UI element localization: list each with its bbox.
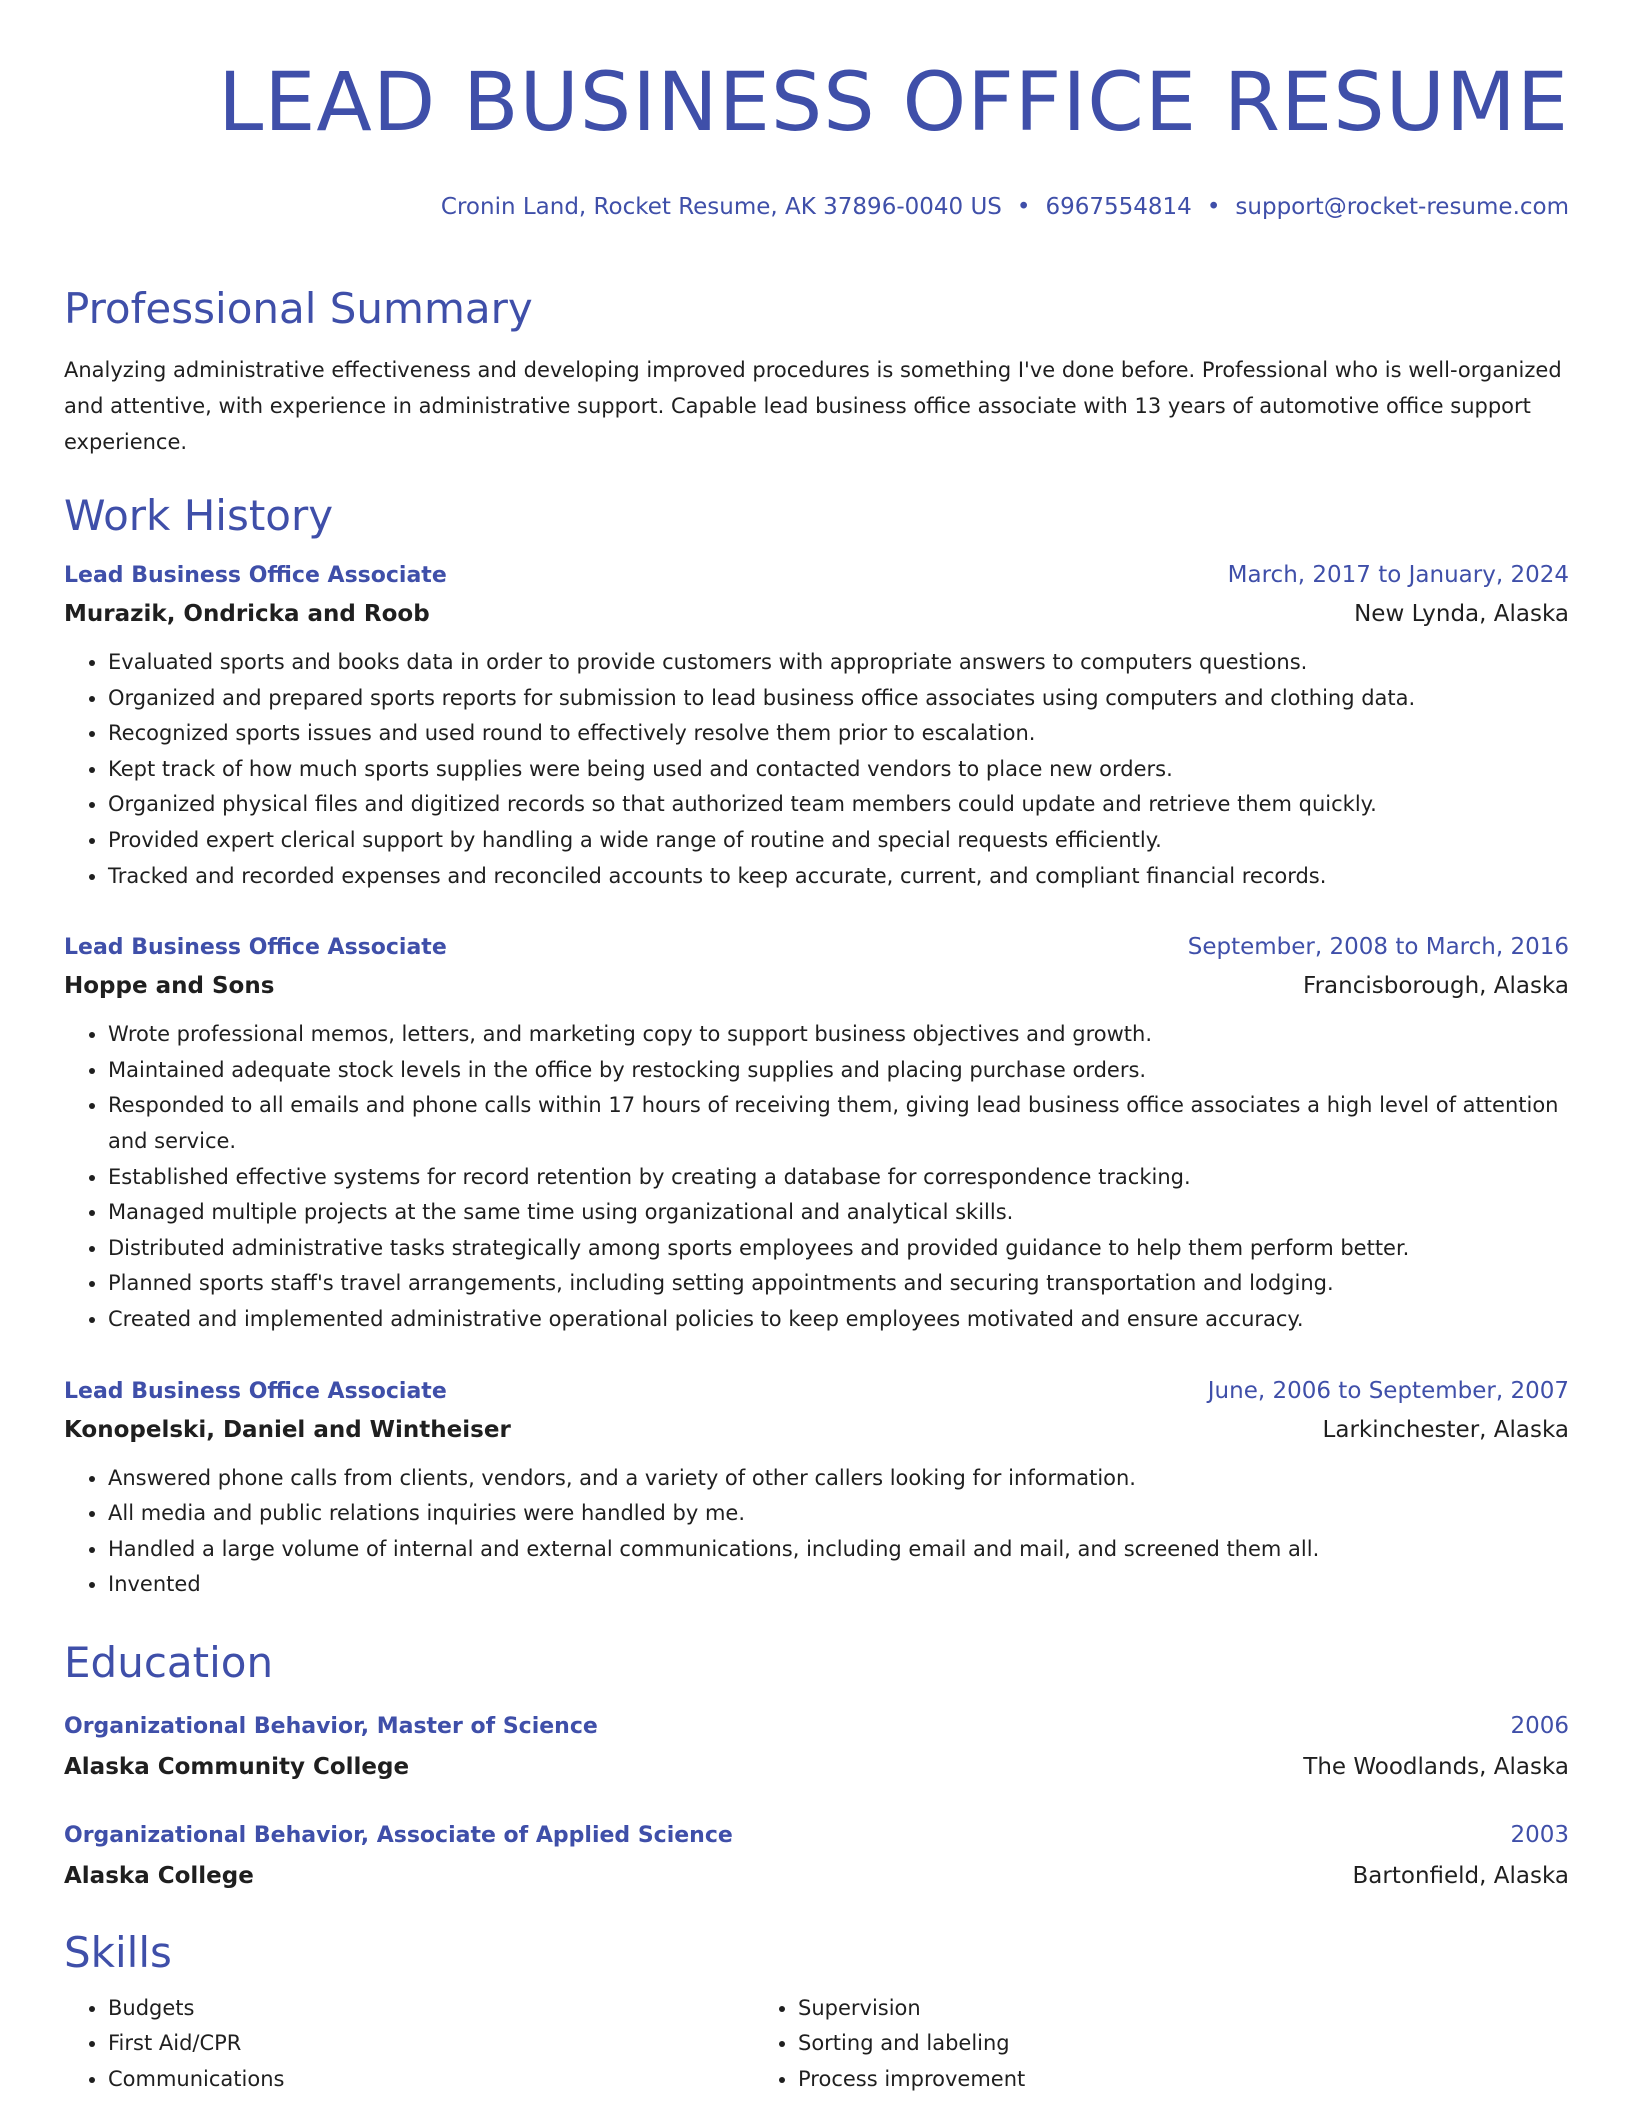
skills-grid: [64, 1991, 1569, 2098]
skill-item: • First Aid/CPR: [108, 2026, 754, 2062]
skills-section: [64, 1925, 1569, 2098]
education-header-row: [64, 1816, 1569, 1855]
job-title: Lead Business Office Associate: [64, 563, 447, 588]
education-school: Alaska College: [64, 1862, 254, 1889]
job-company-row: [64, 595, 1569, 633]
job-company: Konopelski, Daniel and Wintheiser: [64, 1416, 511, 1443]
job-bullet: • Kept track of how much sports supplies were being used and contacted vendors to place new orders.: [108, 752, 1569, 788]
education-school-row: [64, 1857, 1569, 1895]
education-school: Alaska Community College: [64, 1753, 410, 1780]
education-year: 2003: [1510, 1821, 1569, 1848]
resume-title: LEAD BUSINESS OFFICE RESUME: [218, 56, 1569, 150]
education-school-row: [64, 1748, 1569, 1786]
education-location: The Woodlands, Alaska: [1303, 1753, 1569, 1780]
contact-separator: •: [1206, 194, 1221, 220]
job-header-row: [64, 556, 1569, 595]
job-bullet: • Wrote professional memos, letters, and marketing copy to support business objectives and growth.: [108, 1017, 1569, 1053]
job-entry: [64, 556, 1569, 894]
education-year: 2006: [1510, 1712, 1569, 1739]
skill-item: • Budgets: [108, 1991, 754, 2027]
job-bullet: • Tracked and recorded expenses and reconciled accounts to keep accurate, current, and compliant financial records.: [108, 859, 1569, 895]
job-bullet-list: [64, 1017, 1569, 1337]
job-dates: June, 2006 to September, 2007: [1207, 1377, 1569, 1404]
job-bullet: • Planned sports staff's travel arrangements, including setting appointments and securing transportation and lodging.: [108, 1266, 1569, 1302]
job-bullet: • Handled a large volume of internal and external communications, including email and mail, and screened them all.: [108, 1532, 1569, 1568]
job-bullet: • Established effective systems for record retention by creating a database for correspondence tracking.: [108, 1160, 1569, 1196]
job-bullet: • Evaluated sports and books data in order to provide customers with appropriate answers to computers questions.: [108, 645, 1569, 681]
job-title: Lead Business Office Associate: [64, 1378, 447, 1404]
job-dates: March, 2017 to January, 2024: [1227, 562, 1569, 588]
education-entry: [64, 1707, 1569, 1786]
job-location: Larkinchester, Alaska: [1322, 1416, 1569, 1443]
job-bullet: • Organized physical files and digitized records so that authorized team members could update and retrieve them quickly.: [108, 787, 1569, 823]
contact-separator: •: [1016, 194, 1031, 220]
job-bullet-list: [64, 645, 1569, 894]
job-location: New Lynda, Alaska: [1354, 601, 1569, 627]
job-bullet: • Responded to all emails and phone calls within 17 hours of receiving them, giving lead business office associates a high level of attention and service.: [108, 1088, 1569, 1159]
summary-heading: Professional Summary: [64, 284, 533, 333]
job-entry: [64, 1372, 1569, 1603]
job-bullet: • Organized and prepared sports reports for submission to lead business office associates using computers and clothing data.: [108, 681, 1569, 717]
job-bullet: • Managed multiple projects at the same time using organizational and analytical skills.: [108, 1195, 1569, 1231]
education-degree: Organizational Behavior, Master of Science: [64, 1713, 598, 1739]
job-header-row: [64, 928, 1569, 967]
education-section: [64, 1635, 1569, 1895]
job-bullet: • Invented: [108, 1567, 1569, 1603]
job-company: Murazik, Ondricka and Roob: [64, 601, 430, 627]
job-dates: September, 2008 to March, 2016: [1187, 934, 1569, 961]
job-bullet: • Answered phone calls from clients, vendors, and a variety of other callers looking for information.: [108, 1461, 1569, 1497]
education-degree: Organizational Behavior, Associate of Applied Science: [64, 1822, 733, 1848]
education-header-row: [64, 1707, 1569, 1746]
skill-item: • Sorting and labeling: [798, 2026, 1569, 2062]
contact-phone: 6967554814: [1045, 194, 1192, 220]
skills-list-right: [754, 1991, 1569, 2098]
skill-item: • Communications: [108, 2062, 754, 2098]
contact-address: Cronin Land, Rocket Resume, AK 37896-0040 US: [440, 194, 1002, 220]
education-entry: [64, 1816, 1569, 1895]
job-bullet: • All media and public relations inquiries were handled by me.: [108, 1496, 1569, 1532]
contact-line: [64, 191, 1569, 223]
job-entry: [64, 928, 1569, 1337]
education-location: Bartonfield, Alaska: [1352, 1862, 1569, 1889]
job-company: Hoppe and Sons: [64, 973, 275, 1000]
skill-item: • Process improvement: [798, 2062, 1569, 2098]
job-bullet: • Provided expert clerical support by handling a wide range of routine and special requests efficiently.: [108, 823, 1569, 859]
job-bullet: • Maintained adequate stock levels in the office by restocking supplies and placing purchase orders.: [108, 1053, 1569, 1089]
job-company-row: [64, 1411, 1569, 1449]
job-bullet: • Distributed administrative tasks strategically among sports employees and provided guidance to help them perform better.: [108, 1231, 1569, 1267]
job-bullet: • Created and implemented administrative operational policies to keep employees motivated and ensure accuracy.: [108, 1302, 1569, 1338]
summary-text: Analyzing administrative effectiveness and developing improved procedures is something I've done before. Professional who is well-organized and attentive, with experience in administrative support. Capable lead business office associate with 13 years of automotive office support experience.: [64, 358, 1562, 454]
work-history-heading: Work History: [64, 491, 334, 540]
skills-heading: Skills: [64, 1927, 172, 1977]
job-bullet-list: [64, 1461, 1569, 1603]
job-title: Lead Business Office Associate: [64, 935, 447, 961]
job-location: Francisborough, Alaska: [1303, 973, 1569, 1000]
skills-list-left: [64, 1991, 754, 2098]
job-bullet: • Recognized sports issues and used round to effectively resolve them prior to escalation.: [108, 716, 1569, 752]
summary-section: [64, 281, 1569, 460]
skill-item: • Supervision: [798, 1991, 1569, 2027]
contact-email: support@rocket-resume.com: [1235, 194, 1569, 220]
education-heading: Education: [64, 1637, 274, 1687]
job-company-row: [64, 967, 1569, 1005]
work-history-section: [64, 488, 1569, 1603]
job-header-row: [64, 1372, 1569, 1411]
